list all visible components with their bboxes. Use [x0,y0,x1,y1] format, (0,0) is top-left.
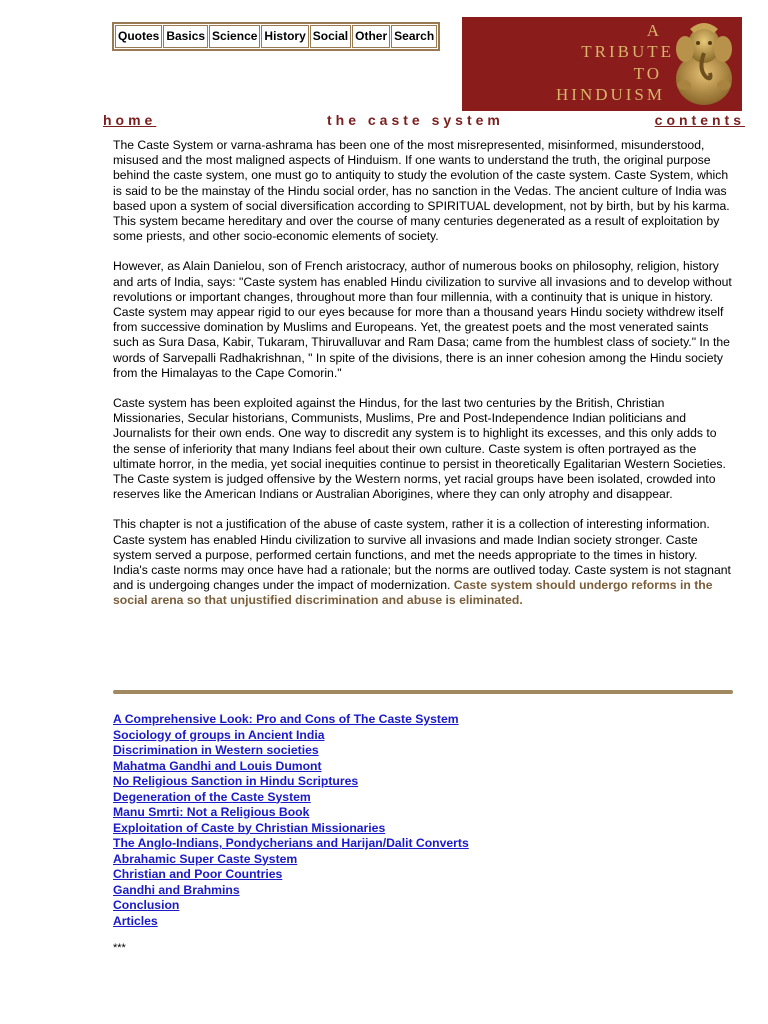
topic-links [113,712,713,929]
page-title: the caste system [327,112,504,128]
link-degeneration[interactable]: Degeneration of the Caste System [113,789,311,804]
paragraph-4-highlight: Caste system should undergo reforms in the social arena so that unjustified discrimination and abuse is eliminated. [113,578,713,608]
site-banner [462,17,742,111]
nav-history[interactable]: History [261,25,308,48]
link-sociology-groups[interactable]: Sociology of groups in Ancient India [113,727,325,742]
link-exploitation-missionaries[interactable]: Exploitation of Caste by Christian Missionaries [113,820,386,835]
link-gandhi-brahmins[interactable]: Gandhi and Brahmins [113,882,240,897]
link-manu-smrti[interactable]: Manu Smrti: Not a Religious Book [113,805,310,819]
link-conclusion[interactable]: Conclusion [113,898,180,912]
heading-bar [103,112,745,130]
paragraph-1: The Caste System or varna-ashrama has been one of the most misrepresented, misinformed, misunderstood, misused and the most maligned aspects of Hinduism. If one wants to understand the truth, the original purpose behind the caste system, one must go to antiquity to study the evolution of the caste system. Caste System, which is said to be the mainstay of the Hindu social order, has no sanction in the Vedas. The ancient culture of India was based upon a system of social diversification according to SPIRITUAL development, not by birth, but by his karma. This system became hereditary and over the course of many centuries degenerated as a result of exploitation by some priests, and other socio-economic elements of society. [113,138,730,244]
paragraph-4-text: This chapter is not a justification of the abuse of caste system, rather it is a collection of interesting information. Caste system has enabled Hindu civilization to survive all invasions and made Indian society stronger. Caste system served a purpose, performed certain functions, and met the needs appropriate to the times in history. India's caste norms may once have had a rationale; but the norms are outlived today. Caste system is not stagnant and is undergoing changes under the impact of modernization. [113,517,731,593]
paragraph-3: Caste system has been exploited against the Hindus, for the last two centuries by the British, Christian Missionaries, Secular historians, Communists, Muslims, Pre and Post-Independence Indian politicians and Journalists for their own ends. One way to discredit any system is to highlight its excesses, and this only adds to the sense of inferiority that many Indians feel about their own culture. Caste system is often portrayed as the ultimate horror, in the media, yet social inequities continue to persist in theoretically Egalitarian Western Societies. The Caste system is judged offensive by the Western norms, yet racial groups have been isolated, crowded into reserves like the American Indians or Australian Aborigines, where they can only atrophy and disappear. [113,396,726,502]
nav-basics[interactable]: Basics [163,25,208,48]
home-link[interactable]: home [103,112,157,128]
link-articles[interactable]: Articles [113,913,158,928]
banner-line-to: TO [633,64,662,83]
link-comprehensive-look[interactable]: A Comprehensive Look: Pro and Cons of The Caste System [113,712,459,726]
paragraph-2: However, as Alain Danielou, son of French aristocracy, author of numerous books on philosophy, religion, history and arts of India, says: "Caste system has enabled Hindu civilization to survive all invasions and to develop without revolutions or important changes, throughout more than four millennia, with a continuity that is unique in history. Caste system may appear rigid to our eyes because for more than a thousand years Hindu society withdrew itself from successive domination by Muslims and Europeans. Yet, the greatest poets and the most venerated saints such as Sura Dasa, Kabir, Tukaram, Thiruvalluvar and Ram Dasa; came from the humblest class of society." In the words of Sarvepalli Radhakrishnan, " In spite of the divisions, there is an inner cohesion among the Hindu society from the Himalayas to the Cape Comorin." [113,259,732,380]
paragraph-4 [113,517,735,608]
nav-science[interactable]: Science [209,25,260,48]
top-nav [112,22,440,51]
nav-other[interactable]: Other [352,25,390,48]
link-anglo-indians[interactable]: The Anglo-Indians, Pondycherians and Harijan/Dalit Converts [113,836,469,850]
nav-quotes[interactable]: Quotes [115,25,162,48]
link-no-religious-sanction[interactable]: No Religious Sanction in Hindu Scriptures [113,774,359,788]
link-abrahamic-super-caste[interactable]: Abrahamic Super Caste System [113,851,298,866]
ganesha-icon [668,19,740,109]
banner-line-tribute: TRIBUTE [581,42,674,61]
link-christian-poor-countries[interactable]: Christian and Poor Countries [113,867,283,881]
banner-line-hinduism: HINDUISM [556,85,665,104]
link-discrimination-western[interactable]: Discrimination in Western societies [113,743,319,757]
divider [113,690,733,694]
nav-search[interactable]: Search [391,25,437,48]
footer-stars: *** [113,942,126,954]
contents-link[interactable]: contents [654,112,745,128]
nav-social[interactable]: Social [310,25,351,48]
banner-line-a: A [646,21,662,40]
article-body [113,138,735,609]
link-gandhi-dumont[interactable]: Mahatma Gandhi and Louis Dumont [113,758,322,773]
